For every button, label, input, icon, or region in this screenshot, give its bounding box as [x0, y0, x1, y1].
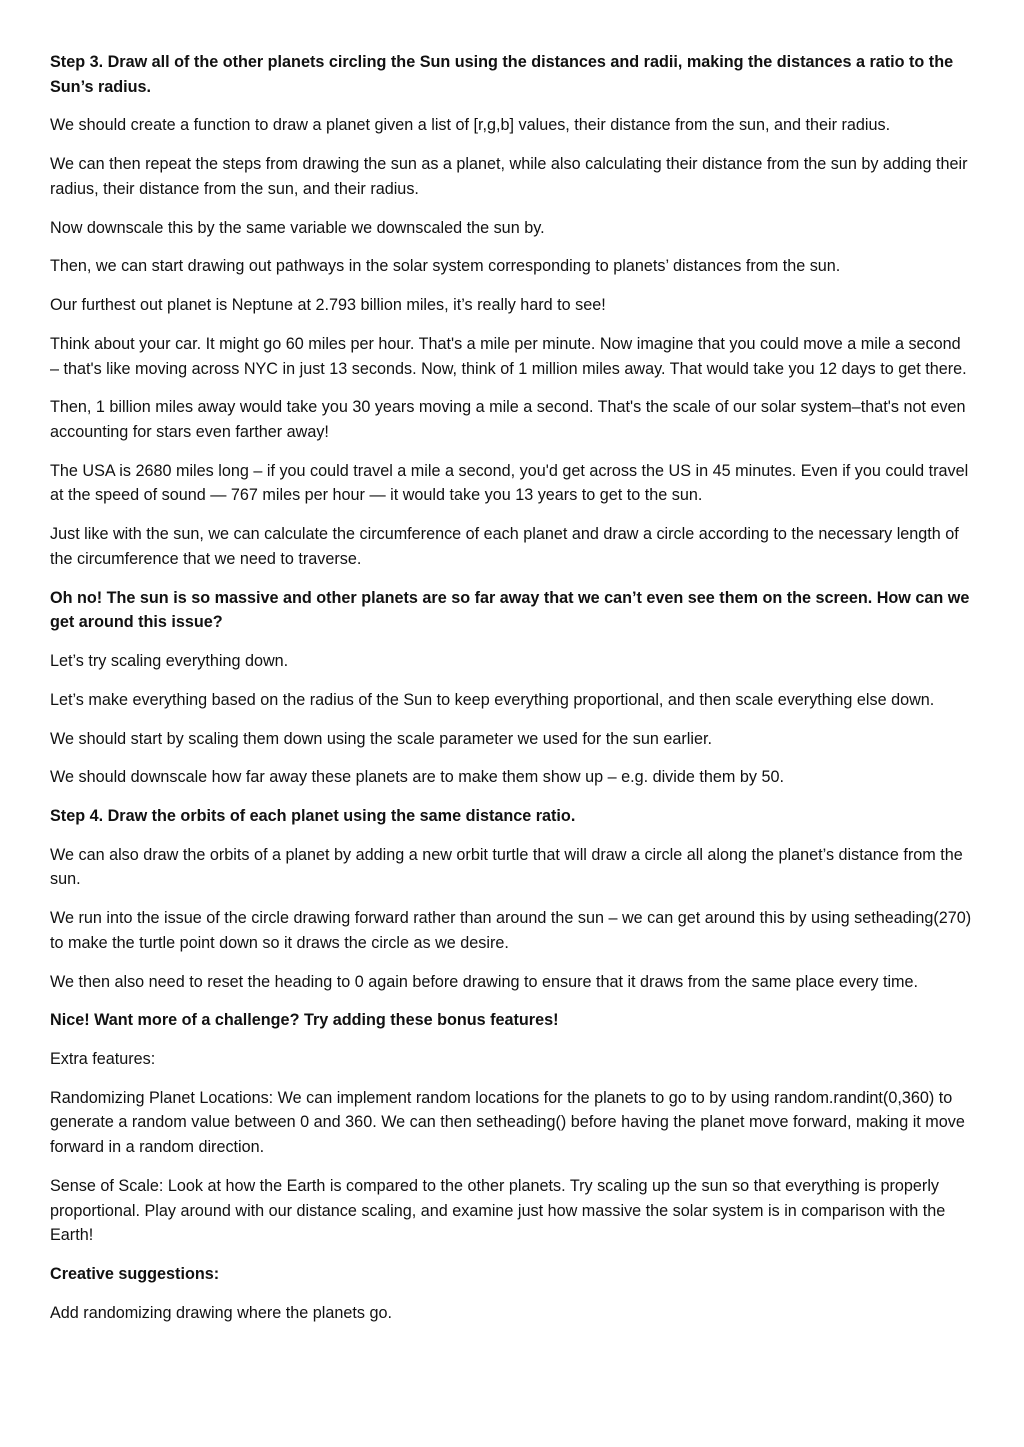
paragraph: Now downscale this by the same variable we downscaled the sun by.	[50, 218, 545, 237]
paragraph: We can also draw the orbits of a planet by adding a new orbit turtle that will draw a circle all along the planet’s distance from the sun.	[50, 845, 963, 889]
paragraph: Add randomizing drawing where the planets go.	[50, 1303, 392, 1322]
paragraph: Think about your car. It might go 60 miles per hour. That's a mile per minute. Now imagine that you could move a mile a second – that's like moving across NYC in just 13 seconds. Now, think of 1 million miles away. That would take you 12 days to get there.	[50, 334, 967, 378]
paragraph: Let’s make everything based on the radius of the Sun to keep everything proportional, and then scale everything else down.	[50, 690, 935, 709]
paragraph: We can then repeat the steps from drawing the sun as a planet, while also calculating their distance from the sun by adding their radius, their distance from the sun, and their radius.	[50, 155, 968, 198]
creative-suggestions-heading: Creative suggestions:	[50, 1265, 220, 1284]
paragraph: We then also need to reset the heading to 0 again before drawing to ensure that it draws from the same place every time.	[50, 972, 919, 991]
paragraph: Let’s try scaling everything down.	[50, 652, 289, 671]
paragraph: The USA is 2680 miles long – if you could travel a mile a second, you'd get across the US in 45 minutes. Even if you could travel at the speed of sound — 767 miles per hour — it would take you 13 years to get to the sun.	[50, 461, 969, 505]
scaling-problem-heading: Oh no! The sun is so massive and other planets are so far away that we can’t even see them on the screen. How can we get around this issue?	[50, 588, 970, 632]
paragraph: Randomizing Planet Locations: We can implement random locations for the planets to go to by using random.randint(0,360) to generate a random value between 0 and 360. We can then setheading() before having the planet move forward, making it move forward in a random direction.	[50, 1088, 965, 1157]
bonus-heading: Nice! Want more of a challenge? Try adding these bonus features!	[50, 1011, 559, 1030]
paragraph: We should create a function to draw a planet given a list of [r,g,b] values, their distance from the sun, and their radius.	[50, 116, 891, 135]
document-page	[50, 50, 974, 1340]
paragraph: Then, we can start drawing out pathways in the solar system corresponding to planets’ distances from the sun.	[50, 257, 841, 276]
paragraph: We run into the issue of the circle drawing forward rather than around the sun – we can get around this by using setheading(270) to make the turtle point down so it draws the circle as we desire.	[50, 909, 972, 952]
paragraph: Extra features:	[50, 1049, 156, 1068]
paragraph: Then, 1 billion miles away would take you 30 years moving a mile a second. That's the scale of our solar system–that's not even accounting for stars even farther away!	[50, 398, 966, 441]
paragraph: We should start by scaling them down using the scale parameter we used for the sun earlier.	[50, 729, 712, 748]
paragraph: Our furthest out planet is Neptune at 2.793 billion miles, it’s really hard to see!	[50, 296, 606, 315]
paragraph: Just like with the sun, we can calculate the circumference of each planet and draw a circle according to the necessary length of the circumference that we need to traverse.	[50, 525, 959, 568]
paragraph: We should downscale how far away these planets are to make them show up – e.g. divide them by 50.	[50, 768, 784, 787]
step-4-heading: Step 4. Draw the orbits of each planet using the same distance ratio.	[50, 806, 576, 825]
paragraph: Sense of Scale: Look at how the Earth is compared to the other planets. Try scaling up the sun so that everything is properly proportional. Play around with our distance scaling, and examine just how massive the solar system is in comparison with the Earth!	[50, 1176, 946, 1245]
step-3-heading: Step 3. Draw all of the other planets circling the Sun using the distances and radii, making the distances a ratio to the Sun’s radius.	[50, 53, 954, 96]
